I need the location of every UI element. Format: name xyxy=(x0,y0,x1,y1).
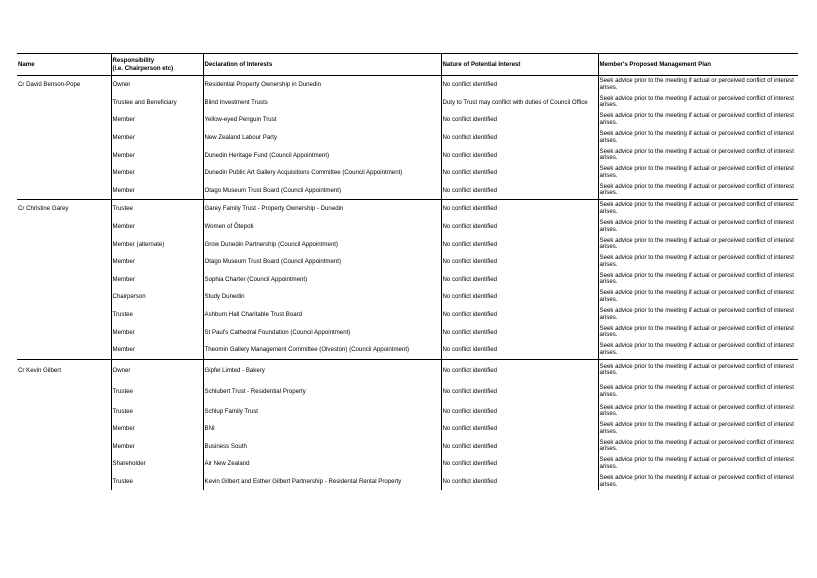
declaration-cell: New Zealand Labour Party xyxy=(203,129,441,147)
nature-cell: No conflict identified xyxy=(441,235,598,253)
table-row xyxy=(17,253,798,271)
table-row xyxy=(17,288,798,306)
responsibility-cell: Trustee xyxy=(111,473,203,491)
responsibility-cell: Owner xyxy=(111,359,203,381)
responsibility-cell: Member xyxy=(111,438,203,456)
nature-cell: No conflict identified xyxy=(441,455,598,473)
plan-cell: Seek advice prior to the meeting if actual or perceived conflict of interest arises. xyxy=(598,218,798,236)
responsibility-cell: Member xyxy=(111,182,203,200)
table-row xyxy=(17,381,798,403)
plan-cell: Seek advice prior to the meeting if actual or perceived conflict of interest arises. xyxy=(598,164,798,182)
responsibility-cell: Trustee and Beneficiary xyxy=(111,94,203,112)
responsibility-cell: Member xyxy=(111,164,203,182)
plan-cell: Seek advice prior to the meeting if actual or perceived conflict of interest arises. xyxy=(598,306,798,324)
responsibility-cell: Member xyxy=(111,129,203,147)
table-row xyxy=(17,420,798,438)
declaration-cell: Sophia Charter (Council Appointment) xyxy=(203,271,441,289)
member-name-cell xyxy=(17,129,111,147)
declaration-cell: Business South xyxy=(203,438,441,456)
header-responsibility-line2: (i.e. Chairperson etc) xyxy=(112,64,174,72)
member-name-cell xyxy=(17,182,111,200)
declaration-cell: BNI xyxy=(203,420,441,438)
declaration-cell: Dunedin Heritage Fund (Council Appointment) xyxy=(203,146,441,164)
declaration-cell: Garey Family Trust - Property Ownership - Dunedin xyxy=(203,200,441,218)
declaration-cell: Otago Museum Trust Board (Council Appointment) xyxy=(203,182,441,200)
table-row xyxy=(17,94,798,112)
table-row xyxy=(17,438,798,456)
plan-cell: Seek advice prior to the meeting if actual or perceived conflict of interest arises. xyxy=(598,76,798,94)
nature-cell: No conflict identified xyxy=(441,164,598,182)
responsibility-cell: Member xyxy=(111,271,203,289)
table-row xyxy=(17,341,798,359)
declaration-cell: Dunedin Public Art Gallery Acquisitions Committee (Council Appointment) xyxy=(203,164,441,182)
nature-cell: No conflict identified xyxy=(441,200,598,218)
responsibility-cell: Member xyxy=(111,218,203,236)
plan-cell: Seek advice prior to the meeting if actual or perceived conflict of interest arises. xyxy=(598,129,798,147)
member-name-cell xyxy=(17,94,111,112)
declaration-cell: Yellow-eyed Penguin Trust xyxy=(203,111,441,129)
nature-cell: No conflict identified xyxy=(441,76,598,94)
plan-cell: Seek advice prior to the meeting if actual or perceived conflict of interest arises. xyxy=(598,403,798,421)
nature-cell: No conflict identified xyxy=(441,271,598,289)
table-row xyxy=(17,323,798,341)
interests-register-table xyxy=(17,53,798,490)
member-name-cell xyxy=(17,381,111,403)
plan-cell: Seek advice prior to the meeting if actual or perceived conflict of interest arises. xyxy=(598,341,798,359)
plan-cell: Seek advice prior to the meeting if actual or perceived conflict of interest arises. xyxy=(598,271,798,289)
declaration-cell: Schlubert Trust - Residential Property xyxy=(203,381,441,403)
declaration-cell: Kevin Gilbert and Esther Gilbert Partnership - Residental Rental Property xyxy=(203,473,441,491)
header-name: Name xyxy=(17,54,111,76)
plan-cell: Seek advice prior to the meeting if actual or perceived conflict of interest arises. xyxy=(598,323,798,341)
declaration-cell: Gipfel Limted - Bakery xyxy=(203,359,441,381)
member-name-cell: Cr David Benson-Pope xyxy=(17,76,111,94)
member-name-cell xyxy=(17,253,111,271)
table-row xyxy=(17,146,798,164)
responsibility-cell: Trustee xyxy=(111,200,203,218)
nature-cell: No conflict identified xyxy=(441,218,598,236)
responsibility-cell: Trustee xyxy=(111,306,203,324)
declaration-cell: Ashburn Hall Charitable Trust Board xyxy=(203,306,441,324)
nature-cell: Duty to Trust may conflict with duties of Council Office xyxy=(441,94,598,112)
table-row xyxy=(17,182,798,200)
header-declaration: Declaration of Interests xyxy=(203,54,441,76)
table-row xyxy=(17,129,798,147)
table-row xyxy=(17,271,798,289)
plan-cell: Seek advice prior to the meeting if actual or perceived conflict of interest arises. xyxy=(598,359,798,381)
nature-cell: No conflict identified xyxy=(441,473,598,491)
table-row xyxy=(17,111,798,129)
table-row xyxy=(17,218,798,236)
responsibility-cell: Owner xyxy=(111,76,203,94)
nature-cell: No conflict identified xyxy=(441,182,598,200)
nature-cell: No conflict identified xyxy=(441,420,598,438)
header-nature: Nature of Potential Interest xyxy=(441,54,598,76)
declaration-cell: Theomin Gallery Management Committee (Olveston) (Council Appointment) xyxy=(203,341,441,359)
responsibility-cell: Shareholder xyxy=(111,455,203,473)
plan-cell: Seek advice prior to the meeting if actual or perceived conflict of interest arises. xyxy=(598,182,798,200)
table-row xyxy=(17,200,798,218)
nature-cell: No conflict identified xyxy=(441,146,598,164)
plan-cell: Seek advice prior to the meeting if actual or perceived conflict of interest arises. xyxy=(598,438,798,456)
member-name-cell xyxy=(17,164,111,182)
nature-cell: No conflict identified xyxy=(441,341,598,359)
declaration-cell: Air New Zealand xyxy=(203,455,441,473)
plan-cell: Seek advice prior to the meeting if actual or perceived conflict of interest arises. xyxy=(598,94,798,112)
member-name-cell xyxy=(17,323,111,341)
nature-cell: No conflict identified xyxy=(441,403,598,421)
plan-cell: Seek advice prior to the meeting if actual or perceived conflict of interest arises. xyxy=(598,111,798,129)
nature-cell: No conflict identified xyxy=(441,438,598,456)
plan-cell: Seek advice prior to the meeting if actual or perceived conflict of interest arises. xyxy=(598,146,798,164)
nature-cell: No conflict identified xyxy=(441,129,598,147)
plan-cell: Seek advice prior to the meeting if actual or perceived conflict of interest arises. xyxy=(598,253,798,271)
member-name-cell xyxy=(17,235,111,253)
plan-cell: Seek advice prior to the meeting if actual or perceived conflict of interest arises. xyxy=(598,235,798,253)
member-name-cell xyxy=(17,438,111,456)
responsibility-cell: Chairperson xyxy=(111,288,203,306)
member-name-cell xyxy=(17,403,111,421)
member-name-cell xyxy=(17,271,111,289)
member-name-cell xyxy=(17,420,111,438)
responsibility-cell: Member (alternate) xyxy=(111,235,203,253)
nature-cell: No conflict identified xyxy=(441,111,598,129)
plan-cell: Seek advice prior to the meeting if actual or perceived conflict of interest arises. xyxy=(598,200,798,218)
plan-cell: Seek advice prior to the meeting if actual or perceived conflict of interest arises. xyxy=(598,381,798,403)
declaration-cell: Women of Ōtepoti xyxy=(203,218,441,236)
declaration-cell: Schlup Family Trust xyxy=(203,403,441,421)
responsibility-cell: Member xyxy=(111,341,203,359)
table-row xyxy=(17,455,798,473)
plan-cell: Seek advice prior to the meeting if actual or perceived conflict of interest arises. xyxy=(598,420,798,438)
member-name-cell xyxy=(17,306,111,324)
register-body xyxy=(17,76,798,491)
plan-cell: Seek advice prior to the meeting if actual or perceived conflict of interest arises. xyxy=(598,455,798,473)
declaration-cell: Otago Museum Trust Board (Council Appointment) xyxy=(203,253,441,271)
member-name-cell xyxy=(17,341,111,359)
nature-cell: No conflict identified xyxy=(441,381,598,403)
table-row xyxy=(17,473,798,491)
table-row xyxy=(17,359,798,381)
declaration-cell: St Paul's Cathedral Foundation (Council Appointment) xyxy=(203,323,441,341)
member-name-cell xyxy=(17,218,111,236)
header-responsibility-line1: Responsibility xyxy=(112,57,155,65)
table-row xyxy=(17,306,798,324)
table-row xyxy=(17,235,798,253)
declaration-cell: Grow Dunedin Partnership (Council Appointment) xyxy=(203,235,441,253)
header-responsibility xyxy=(111,54,203,76)
member-name-cell xyxy=(17,146,111,164)
table-row xyxy=(17,76,798,94)
responsibility-cell: Trustee xyxy=(111,403,203,421)
declaration-cell: Blind Investment Trusts xyxy=(203,94,441,112)
responsibility-cell: Trustee xyxy=(111,381,203,403)
member-name-cell xyxy=(17,288,111,306)
table-row xyxy=(17,403,798,421)
nature-cell: No conflict identified xyxy=(441,288,598,306)
declaration-cell: Residential Property Ownership in Dunedin xyxy=(203,76,441,94)
member-name-cell xyxy=(17,111,111,129)
responsibility-cell: Member xyxy=(111,253,203,271)
member-name-cell xyxy=(17,455,111,473)
responsibility-cell: Member xyxy=(111,420,203,438)
declaration-cell: Study Dunedin xyxy=(203,288,441,306)
nature-cell: No conflict identified xyxy=(441,253,598,271)
header-row xyxy=(17,54,798,76)
plan-cell: Seek advice prior to the meeting if actual or perceived conflict of interest arises. xyxy=(598,473,798,491)
nature-cell: No conflict identified xyxy=(441,306,598,324)
member-name-cell: Cr Christine Garey xyxy=(17,200,111,218)
member-name-cell: Cr Kevin Gilbert xyxy=(17,359,111,381)
nature-cell: No conflict identified xyxy=(441,323,598,341)
nature-cell: No conflict identified xyxy=(441,359,598,381)
member-name-cell xyxy=(17,473,111,491)
table-row xyxy=(17,164,798,182)
responsibility-cell: Member xyxy=(111,111,203,129)
plan-cell: Seek advice prior to the meeting if actual or perceived conflict of interest arises. xyxy=(598,288,798,306)
responsibility-cell: Member xyxy=(111,323,203,341)
header-plan: Member's Proposed Management Plan xyxy=(598,54,798,76)
responsibility-cell: Member xyxy=(111,146,203,164)
